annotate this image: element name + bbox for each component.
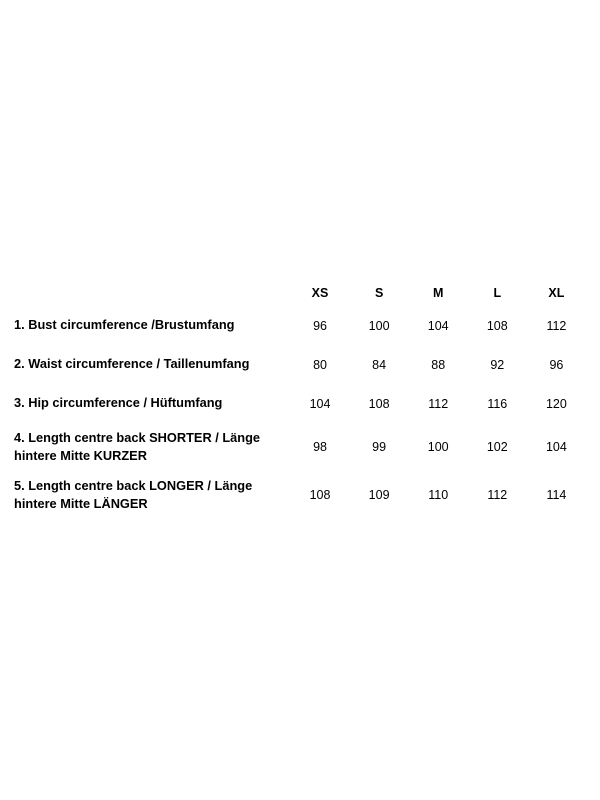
table-row — [14, 306, 586, 345]
header-size-xs: XS — [311, 286, 329, 300]
cell-length-longer-xl: 114 — [546, 488, 567, 502]
cell-length-longer-l: 112 — [487, 488, 508, 502]
cell-length-longer-xs: 108 — [309, 488, 331, 502]
cell-waist-s: 84 — [372, 357, 387, 372]
cell-waist-xl: 96 — [549, 357, 564, 372]
table-row — [14, 384, 586, 423]
header-measurement-label — [14, 262, 290, 306]
cell-hip-xs: 104 — [309, 396, 331, 411]
cell-length-longer-m: 110 — [428, 488, 449, 502]
cell-length-shorter-xs: 98 — [313, 440, 327, 454]
cell-bust-s: 100 — [368, 318, 390, 333]
cell-bust-m: 104 — [427, 318, 449, 333]
table-row — [14, 423, 586, 471]
cell-hip-l: 116 — [487, 396, 508, 411]
cell-bust-l: 108 — [486, 318, 508, 333]
cell-waist-l: 92 — [490, 357, 505, 372]
cell-bust-xl: 112 — [546, 318, 567, 333]
table-row — [14, 345, 586, 384]
cell-bust-xs: 96 — [313, 318, 327, 333]
header-size-m: M — [432, 286, 444, 300]
cell-length-shorter-l: 102 — [486, 440, 508, 454]
row-label-length-shorter: 4. Length centre back SHORTER / Länge hintere Mitte KURZER — [14, 429, 261, 463]
cell-length-shorter-s: 99 — [372, 440, 387, 454]
row-label-hip: 3. Hip circumference / Hüftumfang — [14, 395, 223, 411]
header-row — [14, 262, 586, 306]
size-chart-table — [14, 262, 586, 519]
row-label-waist: 2. Waist circumference / Taillenumfang — [14, 356, 250, 372]
cell-length-shorter-xl: 104 — [545, 440, 567, 454]
header-size-s: S — [374, 286, 384, 300]
cell-hip-xl: 120 — [545, 396, 567, 411]
cell-waist-m: 88 — [431, 357, 446, 372]
cell-hip-s: 108 — [368, 396, 390, 411]
cell-hip-m: 112 — [428, 396, 449, 411]
cell-waist-xs: 80 — [313, 357, 327, 372]
table-header — [14, 262, 586, 306]
table-row — [14, 471, 586, 519]
table-body — [14, 306, 586, 519]
header-size-l: L — [493, 286, 502, 300]
row-label-bust: 1. Bust circumference /Brustumfang — [14, 317, 235, 333]
cell-length-shorter-m: 100 — [427, 440, 449, 454]
header-size-xl: XL — [548, 286, 565, 300]
row-label-length-longer: 5. Length centre back LONGER / Länge hintere Mitte LÄNGER — [14, 477, 253, 511]
cell-length-longer-s: 109 — [368, 488, 390, 502]
